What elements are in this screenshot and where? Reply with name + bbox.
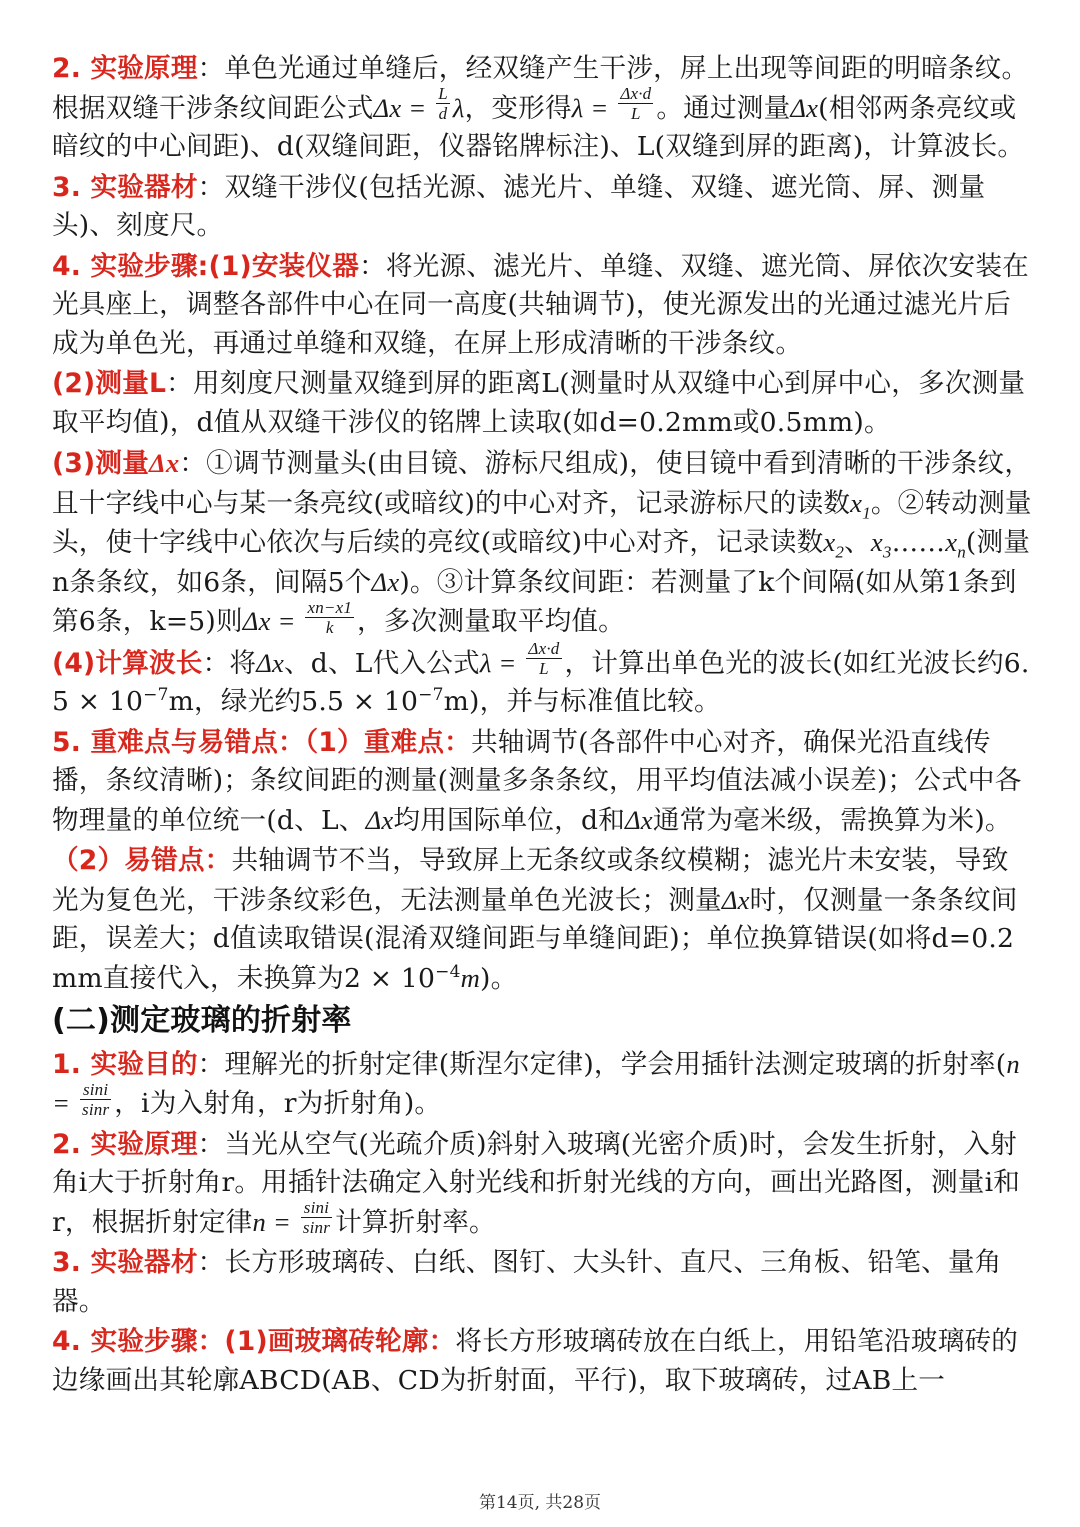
purpose-paragraph: 1. 实验目的：理解光的折射定律(斯涅尔定律)，学会用插针法测定玻璃的折射率(n = $\frac{\sin i}{\sin r}$ ，i为入射角，r为折射角)。: [52, 1048, 1020, 1119]
section-label: 4. 实验步骤:(1)安装仪器: [52, 250, 360, 282]
steps-install-paragraph: 4. 实验步骤:(1)安装仪器：将光源、滤光片、单缝、双缝、遮光筒、屏依次安装在光具座上，调整各部件中心在同一高度(共轴调节)，使光源发出的光通过滤光片后成为单色光，再通过单缝和双缝，在屏上形成清晰的干涉条纹。: [52, 250, 1029, 359]
steps-measure-l-paragraph: (2)测量L：用刻度尺测量双缝到屏的距离L(测量时从双缝中心到屏中心，多次测量取平均值)，d值从双缝干涉仪的铭牌上读取(如d=0.2mm或0.5mm)。: [52, 368, 1026, 438]
key-points-paragraph: 5. 重难点与易错点：（1）重难点：共轴调节(各部件中心对齐，确保光沿直线传播，条纹清晰)；条纹间距的测量(测量多条条纹，用平均值法减小误差)；公式中各物理量的单位统一(d、L、Δx均用国际单位，d和Δx通常为毫米级，需换算为米)。: [52, 726, 1022, 836]
formula: n =: [252, 1206, 298, 1237]
formula: λ =: [571, 92, 616, 123]
section-label: (3)测量Δx: [52, 448, 180, 479]
section-label: （2）易错点：: [52, 845, 232, 876]
section-heading: (二)测定玻璃的折射率: [52, 1003, 352, 1038]
section-label: 5. 重难点与易错点：（1）重难点：: [52, 726, 471, 758]
fraction: $\frac{xn-x1}{k}$: [307, 597, 353, 637]
section-label: 2. 实验原理: [52, 1128, 198, 1160]
section-label: 2. 实验原理: [52, 53, 198, 84]
page-number: 第14页, 共28页: [478, 1493, 602, 1513]
fraction: $\frac{\sin i}{\sin r}$: [82, 1079, 110, 1119]
section-label: 1. 实验目的: [52, 1048, 198, 1080]
section-label: 3. 实验器材: [52, 171, 198, 203]
common-errors-paragraph: （2）易错点：共轴调节不当，导致屏上无条纹或条纹模糊；滤光片未安装，导致光为复色光，干涉条纹彩色，无法测量单色光波长；测量Δx时，仅测量一条条纹间距，误差大；d值读取错误(混淆双缝间距与单缝间距)；单位换算错误(如将d=0.2mm直接代入，未换算为$2 \times 10^{-4}m$)。: [52, 845, 1018, 994]
fraction: $\frac{\Delta x\cdot d}{L}$: [528, 639, 560, 678]
section-label: 4. 实验步骤：(1)画玻璃砖轮廓：: [52, 1326, 456, 1357]
refraction-equipment-paragraph: 3. 实验器材：长方形玻璃砖、白纸、图钉、大头针、直尺、三角板、铅笔、量角器。: [52, 1247, 1002, 1317]
refraction-steps-paragraph: 4. 实验步骤：(1)画玻璃砖轮廓：将长方形玻璃砖放在白纸上，用铅笔沿玻璃砖的边缘画出其轮廓ABCD(AB、CD为折射面，平行)，取下玻璃砖，过AB上一: [52, 1326, 1019, 1396]
steps-wavelength-paragraph: (4)计算波长：将Δx、d、L代入公式λ = $\frac{\Delta x\cdot d}{L}$ ，计算出单色光的波长(如红光波长约$6.5 \times 10^{-7}m$，绿光约$5.5 \times 10^{-7}m$)，并与标准值比较。: [52, 639, 1030, 717]
equipment-paragraph: 3. 实验器材：双缝干涉仪(包括光源、滤光片、单缝、双缝、遮光筒、屏、测量头)、刻度尺。: [52, 171, 986, 241]
section-label: (4)计算波长: [52, 647, 203, 679]
principle-paragraph: 2. 实验原理：单色光通过单缝后，经双缝产生干涉，屏上出现等间距的明暗条纹。根据双缝干涉条纹间距公式Δx = $\frac{L}{d}$ λ，变形得λ = $\frac{\Delta x\cdot d}{L}$ 。通过测量Δx(相邻两条亮纹或暗纹的中心间距)、d(双缝间距，仪器铭牌标注)、L(双缝到屏的距离)，计算波长。: [52, 53, 1029, 162]
document-body: [52, 50, 1032, 1402]
formula: Δx =: [242, 606, 303, 636]
refraction-principle-paragraph: 2. 实验原理：当光从空气(光疏介质)斜射入玻璃(光密介质)时，会发生折射，入射角i大于折射角r。用插针法确定入射光线和折射光线的方向，画出光路图，测量i和r，根据折射定律n = $\frac{\sin i}{\sin r}$ 计算折射率。: [52, 1128, 1021, 1238]
formula: Δx =: [373, 92, 434, 123]
fraction: $\frac{\Delta x\cdot d}{L}$: [620, 84, 652, 123]
steps-measure-dx-paragraph: (3)测量Δx：①调节测量头(由目镜、游标尺组成)，使目镜中看到清晰的干涉条纹，且十字线中心与某一条亮纹(或暗纹)的中心对齐，记录游标尺的读数$x_1$。②转动测量头，使十字线中心依次与后续的亮纹(或暗纹)中心对齐，记录读数$x_2$、$x_3\dots\dots x_n$(测量n条条纹，如6条，间隔5个Δx)。③计算条纹间距：若测量了k个间隔(如从第1条到第6条，k=5)则Δx = $\frac{xn-x1}{k}$ ，多次测量取平均值。: [52, 448, 1032, 637]
formula: λ =: [479, 647, 524, 678]
section-label: 3. 实验器材: [52, 1247, 198, 1278]
section-label: (2)测量L: [52, 368, 167, 399]
fraction: $\frac{L}{d}$: [438, 84, 448, 123]
formula: n =: [52, 1048, 1020, 1118]
fraction: $\frac{\sin i}{\sin r}$: [302, 1198, 331, 1237]
